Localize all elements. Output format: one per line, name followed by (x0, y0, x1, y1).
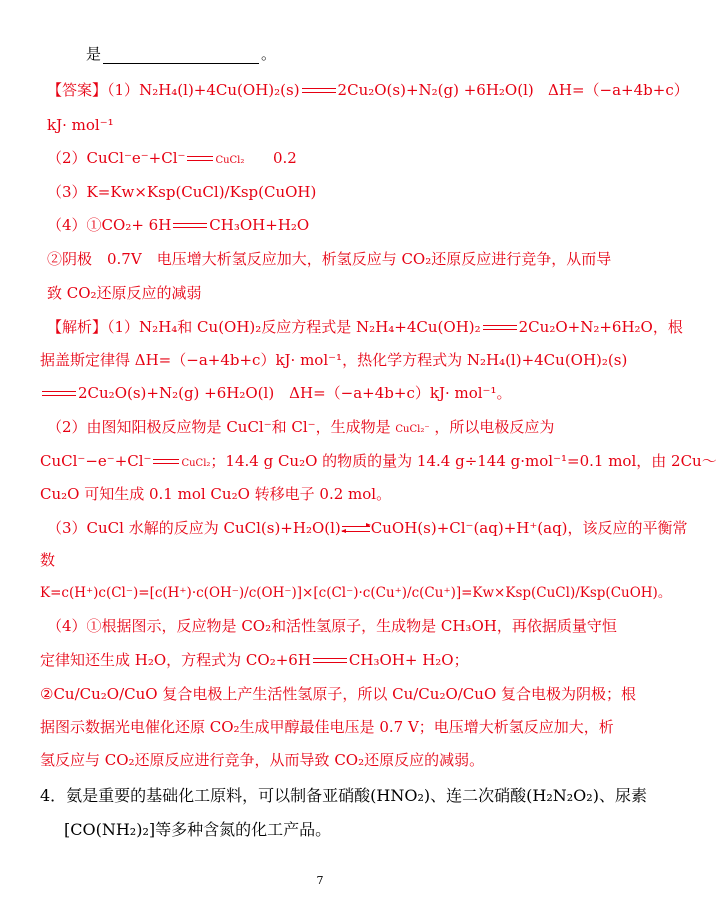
analysis-line-11 (40, 650, 469, 670)
analysis-5-product: CuCl₂ (181, 458, 211, 469)
equals-sign-icon (313, 655, 347, 667)
analysis-tag: 【解析】 (47, 318, 108, 336)
analysis-1b: 2Cu₂O+N₂+6H₂O，根 (518, 318, 683, 336)
analysis-5b: ；14.4 g Cu₂O 的物质的量为 14.4 g÷144 g·mol⁻¹=0.1 mol，由 2Cu～ (210, 452, 717, 470)
answer-1-enthalpy: ΔH=（−a+4b+c） (548, 81, 689, 99)
analysis-line-3 (40, 383, 511, 403)
blank-end-text: 。 (261, 45, 277, 63)
analysis-line-7 (47, 518, 688, 538)
analysis-line-2: 据盖斯定律得 ΔH=（−a+4b+c）kJ· mol⁻¹，热化学方程式为 N₂H₄(l)+4Cu(OH)₂(s) (40, 351, 628, 369)
answer-line-6: 致 CO₂还原反应的减弱 (47, 284, 202, 302)
analysis-line-5 (40, 451, 717, 474)
answer-line-2 (47, 148, 297, 171)
equals-sign-icon (302, 85, 336, 97)
reversible-arrow-icon (342, 523, 370, 535)
analysis-line-4 (47, 417, 554, 440)
equals-sign-icon (42, 388, 76, 400)
analysis-3-text: 2Cu₂O(s)+N₂(g) +6H₂O(l) ΔH=（−a+4b+c）kJ· mol⁻¹。 (78, 384, 512, 402)
equals-sign-icon (173, 220, 207, 232)
answer-line-5: ②阴极 0.7V 电压增大析氢反应加大，析氢反应与 CO₂还原反应进行竞争，从而导 (47, 250, 612, 268)
question-4-line-1: 4．氨是重要的基础化工原料，可以制备亚硝酸(HNO₂)、连二次硝酸(H₂N₂O₂)、尿素 (40, 786, 647, 805)
analysis-line-6: Cu₂O 可知生成 0.1 mol Cu₂O 转移电子 0.2 mol。 (40, 485, 392, 503)
analysis-4b: ，所以电极反应为 (434, 418, 555, 436)
analysis-11b: CH₃OH+ H₂O； (348, 651, 469, 669)
analysis-line-10: （4）①根据图示，反应物是 CO₂和活性氢原子，生成物是 CH₃OH，再依据质量守恒 (47, 617, 617, 635)
analysis-line-1 (47, 317, 683, 337)
analysis-11a: 定律知还生成 H₂O，方程式为 CO₂+6H (40, 651, 311, 669)
answer-blank-line (86, 44, 276, 64)
analysis-4-product: CuCl₂⁻ (395, 424, 430, 435)
analysis-line-12: ②Cu/Cu₂O/CuO 复合电极上产生活性氢原子，所以 Cu/Cu₂O/CuO 复合电极为阴极；根 (40, 685, 637, 703)
answer-4-products: CH₃OH+H₂O (209, 216, 310, 234)
analysis-4a: （2）由图知阳极反应物是 CuCl⁻和 Cl⁻，生成物是 (47, 418, 391, 436)
answer-2-product: CuCl₂ (215, 155, 245, 166)
answer-4-reactants: （4）①CO₂+ 6H (47, 216, 172, 234)
analysis-1a: （1）N₂H₄和 Cu(OH)₂反应方程式是 N₂H₄+4Cu(OH)₂ (107, 318, 481, 336)
answer-line-1-unit: kJ· mol⁻¹ (47, 116, 114, 134)
answer-line-4 (47, 215, 309, 235)
answer-tag: 【答案】 (47, 81, 108, 99)
page-number: 7 (316, 874, 324, 887)
analysis-line-14: 氢反应与 CO₂还原反应进行竞争，从而导致 CO₂还原反应的减弱。 (40, 751, 485, 769)
analysis-7a: （3）CuCl 水解的反应为 CuCl(s)+H₂O(l) (47, 519, 341, 537)
answer-part-1-number: （1） (107, 81, 140, 99)
blank-lead-text: 是 (86, 45, 102, 63)
analysis-7b: CuOH(s)+Cl⁻(aq)+H⁺(aq)，该反应的平衡常 (370, 519, 688, 537)
fill-blank (103, 47, 259, 64)
analysis-5a: CuCl⁻−e⁻+Cl⁻ (40, 452, 152, 470)
answer-line-3: （3）K=Kw×Ksp(CuCl)/Ksp(CuOH) (47, 183, 317, 201)
analysis-line-8: 数 (40, 551, 56, 569)
equals-sign-icon (153, 456, 179, 468)
analysis-line-13: 据图示数据光电催化还原 CO₂生成甲醇最佳电压是 0.7 V；电压增大析氢反应加大，析 (40, 718, 614, 736)
answer-2-value: 0.2 (273, 149, 297, 167)
answer-1-reactants: N₂H₄(l)+4Cu(OH)₂(s) (139, 81, 300, 99)
answer-1-products: 2Cu₂O(s)+N₂(g) +6H₂O(l) (337, 81, 534, 99)
question-4-line-2: [CO(NH₂)₂]等多种含氮的化工产品。 (64, 820, 332, 839)
answer-line-1 (47, 80, 689, 100)
analysis-line-9: K=c(H⁺)c(Cl⁻)=[c(H⁺)·c(OH⁻)/c(OH⁻)]×[c(Cl⁻)·c(Cu⁺)/c(Cu⁺)]=Kw×Ksp(CuCl)/Ksp(CuOH)。 (40, 585, 672, 601)
equals-sign-icon (483, 322, 517, 334)
equals-sign-icon (187, 153, 213, 165)
answer-2-reaction: （2）CuCl⁻e⁻+Cl⁻ (47, 149, 186, 167)
